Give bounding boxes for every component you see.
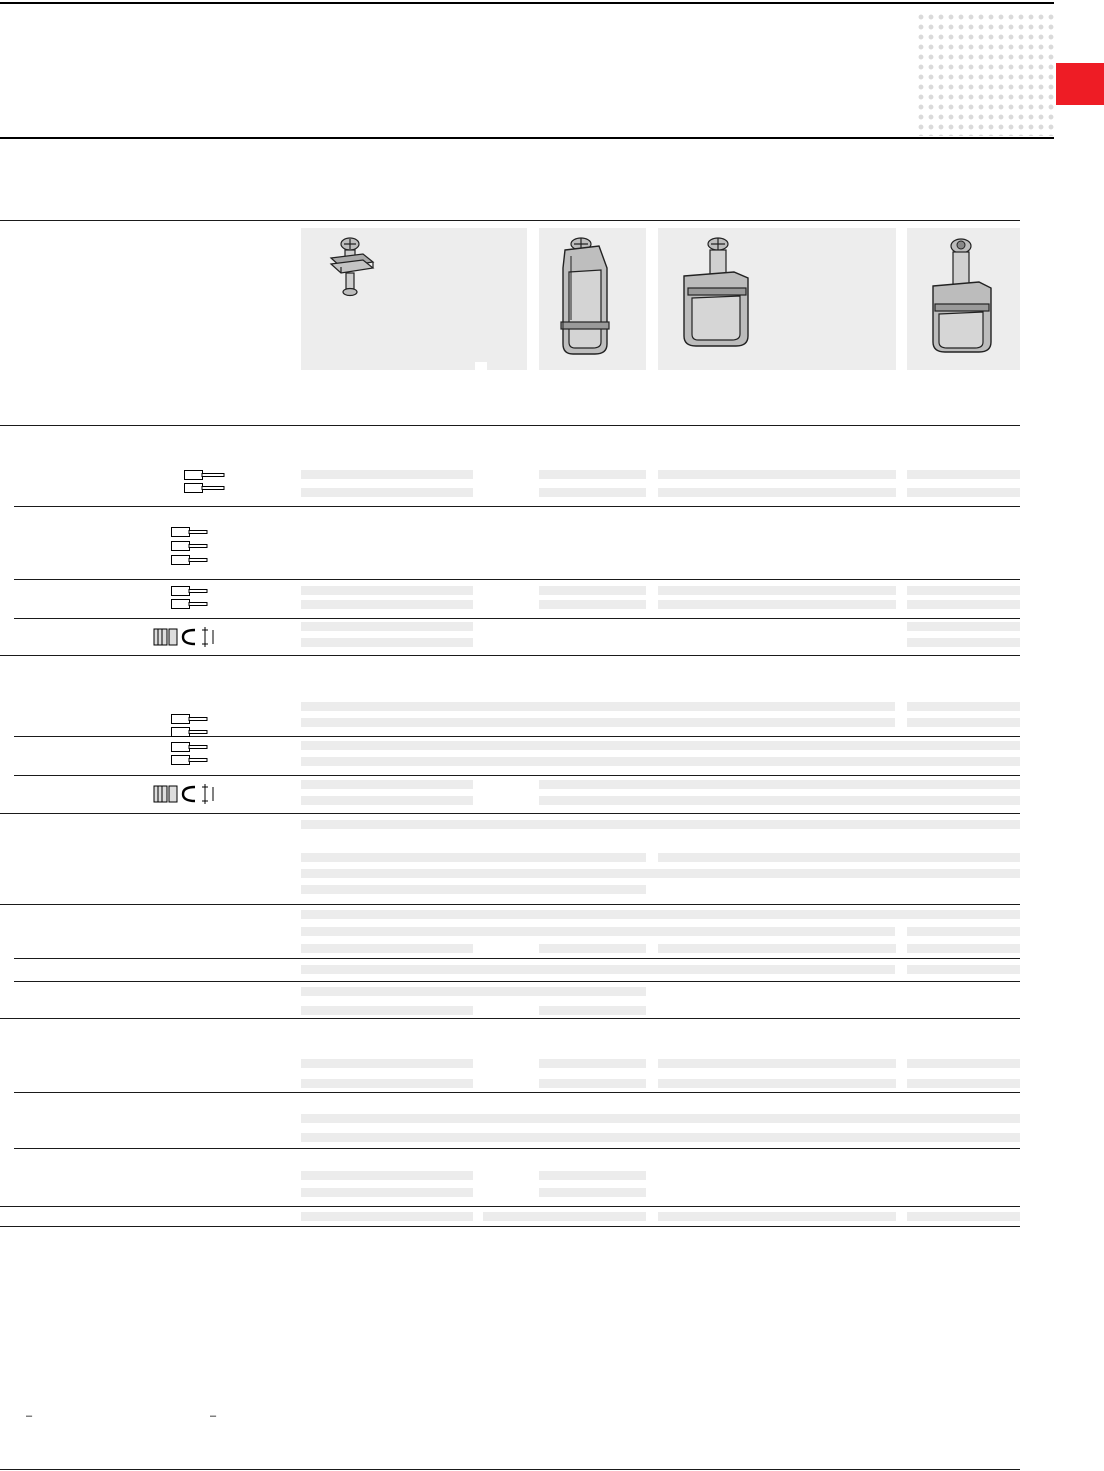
rule-8 [0, 813, 1020, 814]
halftone-decoration [916, 12, 1056, 136]
value-cell-bar [539, 1006, 646, 1015]
rule-11 [14, 981, 1020, 982]
value-cell-bar [539, 1171, 646, 1180]
rule-4 [14, 618, 1020, 619]
rule-9 [0, 904, 1020, 905]
value-cell-bar [539, 470, 646, 479]
conductor-with-ferrule-icon [153, 626, 219, 650]
rule-12 [0, 1018, 1020, 1019]
solid-conductor-icon-2 [171, 714, 211, 738]
value-cell-bar [907, 488, 1020, 497]
section-tab[interactable] [1056, 63, 1104, 105]
value-cell-bar [907, 600, 1020, 609]
product-image-2 [539, 228, 646, 370]
value-cell-bar [907, 586, 1020, 595]
value-cell-bar [539, 796, 1020, 805]
value-cell-bar [539, 1059, 646, 1068]
rule-10 [14, 958, 1020, 959]
rule-1 [0, 425, 1020, 426]
value-cell-bar [301, 987, 646, 996]
product-image-1 [301, 228, 527, 370]
value-cell-bar [658, 488, 896, 497]
value-cell-bar [658, 586, 896, 595]
rule-13 [14, 1092, 1020, 1093]
value-cell-bar [907, 622, 1020, 631]
value-cell-bar [658, 944, 896, 953]
stranded-conductor-icon-2 [171, 742, 211, 766]
value-cell-bar [301, 1059, 473, 1068]
value-cell-bar [907, 1212, 1020, 1221]
fine-stranded-conductor-icon [171, 586, 211, 610]
table-top-rule [0, 220, 1020, 221]
value-cell-bar [301, 718, 895, 727]
value-cell-bar [301, 1133, 1020, 1142]
value-cell-bar [907, 718, 1020, 727]
value-cell-bar [483, 1212, 646, 1221]
value-cell-bar [301, 586, 473, 595]
value-cell-bar [907, 702, 1020, 711]
value-cell-bar [658, 1079, 896, 1088]
footer-mark-2: – [210, 1410, 217, 1422]
value-cell-bar [539, 586, 646, 595]
clamp-box-terminal-icon [674, 232, 764, 362]
rule-6 [14, 736, 1020, 737]
value-cell-bar [539, 488, 646, 497]
product-image-3 [658, 228, 896, 370]
value-cell-bar [658, 1059, 896, 1068]
conductor-with-ferrule-icon-2 [153, 783, 219, 807]
value-cell-bar [301, 741, 1020, 750]
rule-5 [0, 655, 1020, 656]
solid-conductor-icon [184, 470, 228, 494]
value-cell-bar [539, 600, 646, 609]
image-notch [475, 362, 487, 370]
value-cell-bar [301, 1188, 473, 1197]
value-cell-bar [539, 1079, 646, 1088]
value-cell-bar [301, 869, 1020, 878]
value-cell-bar [301, 1114, 1020, 1123]
product-image-4 [907, 228, 1020, 370]
value-cell-bar [658, 853, 1020, 862]
value-cell-bar [301, 820, 1020, 829]
value-cell-bar [539, 1188, 646, 1197]
value-cell-bar [301, 600, 473, 609]
value-cell-bar [658, 1212, 896, 1221]
rule-7 [14, 775, 1020, 776]
stranded-conductor-icon [171, 527, 211, 567]
bottom-rule [0, 1469, 1020, 1470]
value-cell-bar [301, 757, 1020, 766]
value-cell-bar [539, 944, 646, 953]
rule-16 [0, 1226, 1020, 1227]
footer-mark-1: – [26, 1410, 33, 1422]
value-cell-bar [301, 927, 895, 936]
clamp-bracket-screw-icon [551, 232, 631, 362]
value-cell-bar [301, 702, 895, 711]
value-cell-bar [301, 910, 1020, 919]
value-cell-bar [301, 622, 473, 631]
value-cell-bar [301, 1171, 473, 1180]
top-rule [0, 2, 1054, 4]
clamp-socket-head-terminal-icon [919, 232, 1009, 362]
value-cell-bar [907, 965, 1020, 974]
value-cell-bar [907, 638, 1020, 647]
value-cell-bar [301, 488, 473, 497]
value-cell-bar [301, 796, 473, 805]
value-cell-bar [301, 853, 646, 862]
value-cell-bar [301, 885, 646, 894]
value-cell-bar [658, 470, 896, 479]
header-bottom-rule [0, 137, 1054, 139]
value-cell-bar [907, 927, 1020, 936]
value-cell-bar [301, 965, 895, 974]
value-cell-bar [301, 944, 473, 953]
clamp-plate-screw-icon [323, 234, 403, 314]
rule-15 [0, 1206, 1020, 1207]
value-cell-bar [907, 1079, 1020, 1088]
value-cell-bar [907, 944, 1020, 953]
rule-2 [14, 506, 1020, 507]
rule-3 [14, 579, 1020, 580]
value-cell-bar [301, 1212, 473, 1221]
value-cell-bar [301, 470, 473, 479]
value-cell-bar [301, 780, 473, 789]
value-cell-bar [301, 1079, 473, 1088]
value-cell-bar [301, 1006, 473, 1015]
value-cell-bar [907, 470, 1020, 479]
value-cell-bar [301, 638, 473, 647]
value-cell-bar [539, 780, 1020, 789]
rule-14 [14, 1148, 1020, 1149]
value-cell-bar [658, 600, 896, 609]
value-cell-bar [907, 1059, 1020, 1068]
